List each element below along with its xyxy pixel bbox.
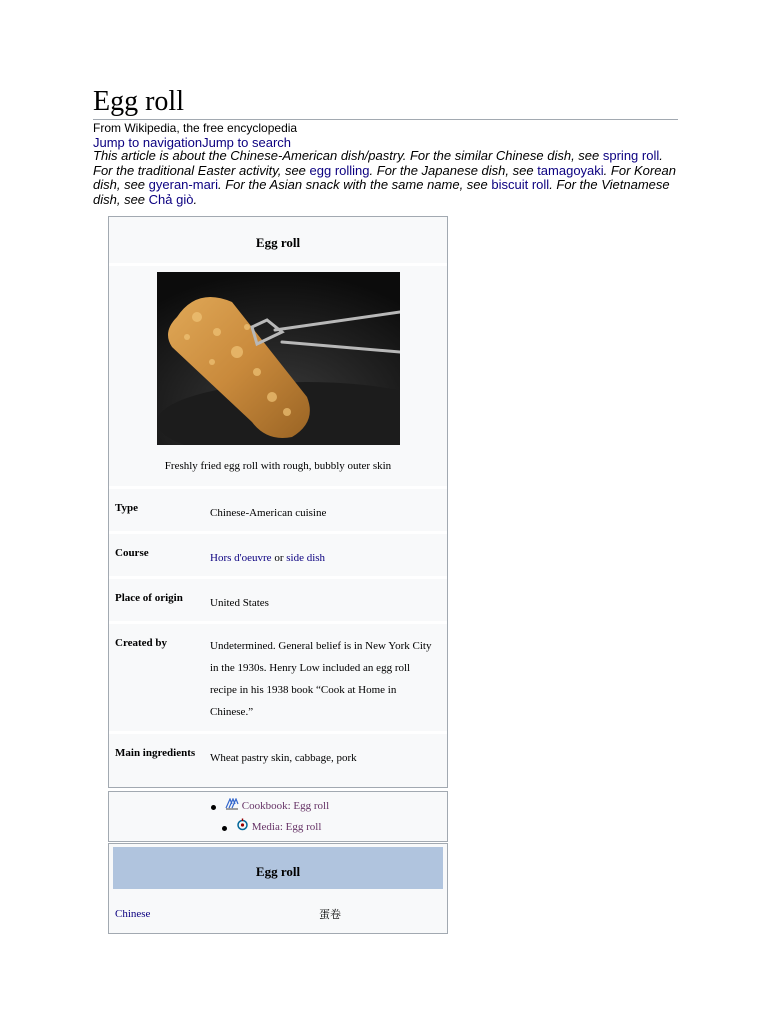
image-caption: Freshly fried egg roll with rough, bubbly outer skin: [164, 460, 392, 472]
egg-roll-photo[interactable]: [157, 272, 400, 445]
infobox-divider: [109, 486, 447, 489]
infobox-divider: [109, 731, 447, 734]
site-subtitle: From Wikipedia, the free encyclopedia: [93, 121, 298, 135]
infobox-divider: [109, 263, 447, 266]
cookbook-link-item: [225, 800, 329, 812]
row-value: Chinese-American cuisine: [210, 507, 327, 519]
hatnote-text: . For the traditional Easter activity, see: [93, 148, 663, 178]
egg-rolling-link[interactable]: egg rolling: [309, 162, 370, 178]
media-link[interactable]: Media: Egg roll: [251, 821, 322, 833]
row-value: Wheat pastry skin, cabbage, pork: [210, 752, 357, 764]
cookbook-link[interactable]: Cookbook: Egg roll: [241, 800, 330, 812]
hatnote-text: . For the Asian snack with the same name, see: [218, 177, 492, 192]
row-label: Place of origin: [115, 592, 183, 604]
hatnote-text: . For the Japanese dish, see: [369, 162, 538, 178]
row-label: Type: [115, 502, 139, 514]
row-label: Created by: [115, 637, 168, 649]
infobox-title: Egg roll: [255, 235, 301, 250]
infobox-row-created-by: [109, 635, 447, 735]
cha-gio-link[interactable]: Chả giò: [148, 191, 194, 207]
hors-doeuvre-link[interactable]: Hors d'oeuvre: [210, 552, 272, 564]
row-value: [210, 547, 435, 569]
infobox: [108, 216, 448, 788]
side-dish-link[interactable]: side dish: [286, 552, 326, 564]
infobox-divider: [109, 621, 447, 624]
tamagoyaki-link[interactable]: tamagoyaki: [537, 162, 604, 178]
infobox-row-type: [109, 500, 447, 540]
row-label: Course: [115, 547, 149, 559]
chinese-link[interactable]: Chinese: [115, 908, 151, 920]
page-title: Egg roll: [93, 85, 678, 120]
jump-to-navigation-link[interactable]: Jump to navigation: [93, 135, 203, 150]
infobox-row-course: [109, 545, 447, 585]
infobox-divider: [109, 576, 447, 579]
wikibooks-icon: [225, 798, 239, 810]
bullet: [211, 805, 216, 810]
hatnote: [93, 149, 678, 207]
row-value: Undetermined. General belief is in New York City in the 1930s. Henry Low included an egg roll recipe in his 1938 book “Cook at Home in Chinese.”: [210, 640, 432, 718]
spring-roll-link[interactable]: spring roll: [602, 148, 660, 163]
sister-project-links: [108, 791, 448, 842]
hatnote-text: This article is about the Chinese-American dish/pastry. For the similar Chinese dish, see: [93, 148, 603, 163]
or-text: or: [271, 552, 287, 564]
jump-to-search-link[interactable]: Jump to search: [202, 135, 291, 150]
chinese-characters: 蛋卷: [319, 908, 341, 921]
infobox-row-origin: [109, 590, 447, 630]
hatnote-text: . For the Vietnamese dish, see: [93, 177, 670, 207]
bullet: [222, 826, 227, 831]
media-link-item: [236, 821, 321, 834]
row-label: Main ingredients: [115, 747, 196, 759]
chinese-box-title: Egg roll: [113, 847, 443, 889]
egg-roll-image: [157, 272, 400, 445]
hatnote-text: . For Korean dish, see: [93, 162, 676, 192]
chinese-name-box: [108, 843, 448, 934]
biscuit-roll-link[interactable]: biscuit roll: [491, 177, 550, 192]
infobox-row-ingredients: [109, 745, 447, 785]
gyeran-mari-link[interactable]: gyeran-mari: [148, 177, 219, 192]
infobox-divider: [109, 531, 447, 534]
commons-icon: [236, 818, 249, 831]
hatnote-text: .: [193, 191, 198, 207]
row-value: United States: [210, 597, 269, 609]
